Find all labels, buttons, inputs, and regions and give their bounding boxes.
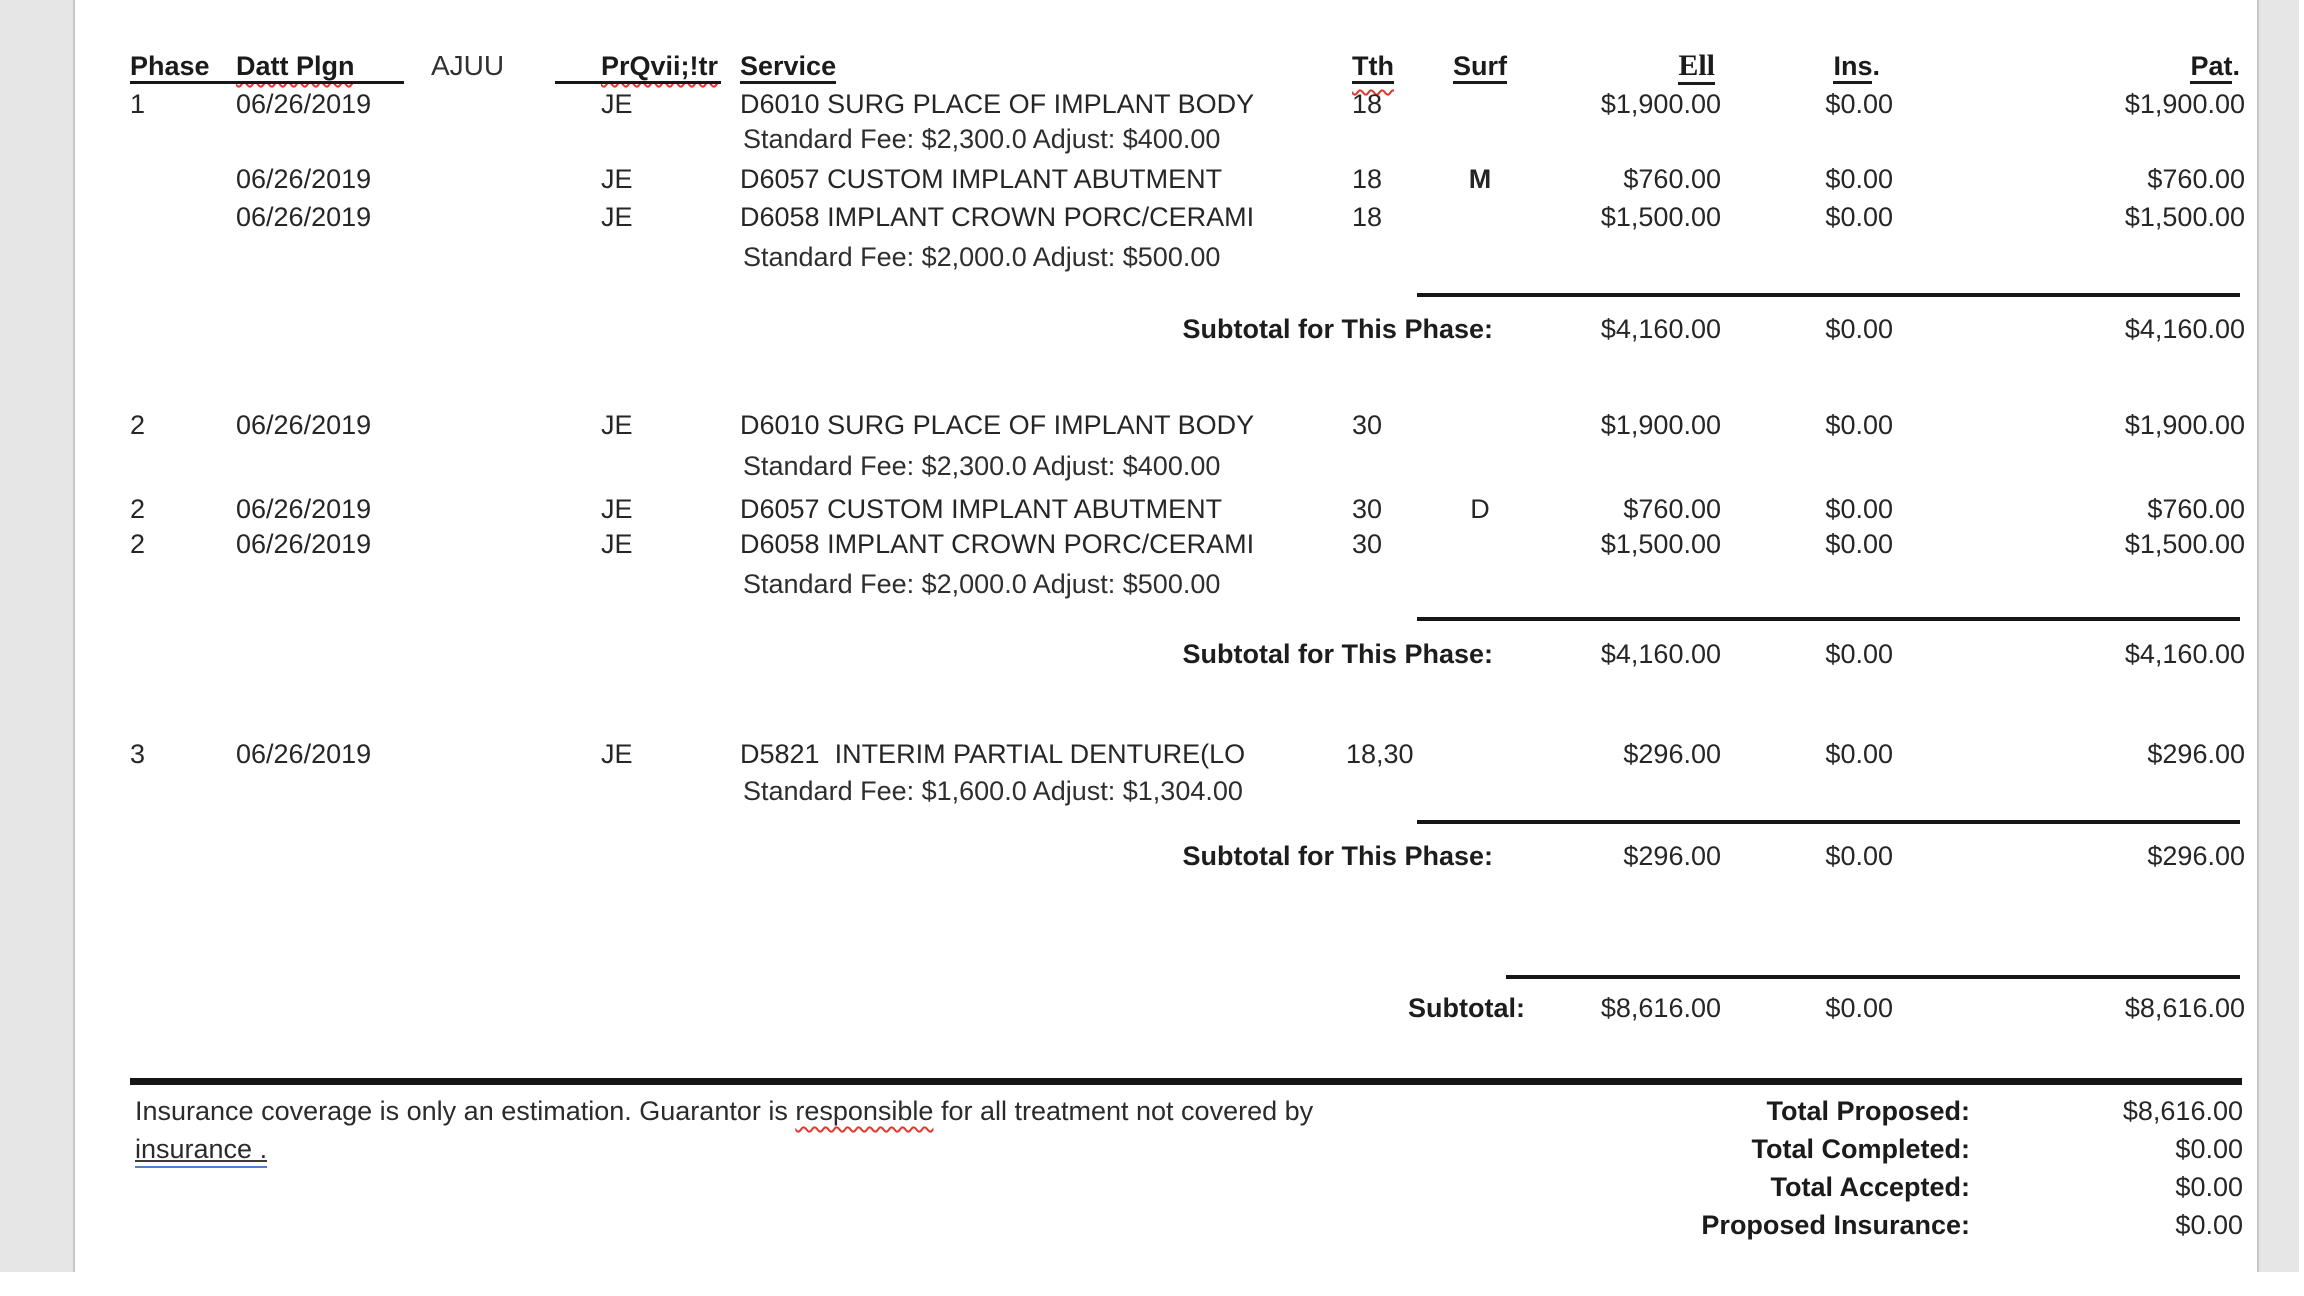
service-row [75, 524, 2247, 564]
cell-provider: JE [601, 739, 633, 769]
phase-subtotal-label: Subtotal for This Phase: [1182, 639, 1493, 669]
phase-subtotal-patient: $4,160.00 [2124, 314, 2245, 344]
cell-insurance: $0.00 [1825, 410, 1893, 440]
standard-fee-row [75, 446, 2247, 486]
cell-surface [1435, 405, 1525, 445]
col-header-provider: PrQvii;!tr [601, 51, 719, 81]
cell-surface: D [1470, 494, 1490, 524]
footer-row [75, 1168, 2245, 1206]
cell-date: 06/26/2019 [236, 739, 372, 769]
cell-tooth: 18 [1352, 202, 1383, 232]
misspelled-word[interactable]: responsible [795, 1096, 934, 1126]
cell-date: 06/26/2019 [236, 202, 372, 232]
phase-subtotal-rule [1417, 293, 2240, 297]
standard-fee-row [75, 771, 2247, 811]
total-proposed-value: $8,616.00 [2122, 1096, 2243, 1126]
cell-surface [1435, 197, 1525, 237]
standard-fee-note: Standard Fee: $1,600.0 Adjust: $1,304.00 [743, 776, 1243, 806]
cell-date: 06/26/2019 [236, 494, 372, 524]
cell-phase: 2 [130, 494, 146, 524]
cell-insurance: $0.00 [1825, 529, 1893, 559]
cell-date: 06/26/2019 [236, 410, 372, 440]
standard-fee-note: Standard Fee: $2,300.0 Adjust: $400.00 [743, 451, 1221, 481]
phase-subtotal-rule [1417, 820, 2240, 824]
phase-subtotal-label: Subtotal for This Phase: [1182, 314, 1493, 344]
cell-provider: JE [601, 529, 633, 559]
col-header-ajuu: AJUU [431, 50, 505, 81]
standard-fee-note: Standard Fee: $2,000.0 Adjust: $500.00 [743, 569, 1221, 599]
phase-subtotal-fee: $4,160.00 [1600, 314, 1721, 344]
cell-ajuu [426, 734, 591, 774]
cell-date: 06/26/2019 [236, 529, 372, 559]
cell-insurance: $0.00 [1825, 494, 1893, 524]
insurance-disclaimer-line2 [135, 1130, 1415, 1168]
cell-patient: $296.00 [2147, 739, 2245, 769]
standard-fee-note: Standard Fee: $2,300.0 Adjust: $400.00 [743, 124, 1221, 154]
cell-fee: $1,900.00 [1600, 410, 1721, 440]
cell-insurance: $0.00 [1825, 89, 1893, 119]
cell-fee: $760.00 [1623, 164, 1721, 194]
cell-date: 06/26/2019 [236, 164, 372, 194]
service-row [75, 84, 2247, 124]
cell-tooth: 18 [1352, 164, 1383, 194]
phase-subtotal-insurance: $0.00 [1825, 639, 1893, 669]
cell-phase: 2 [130, 529, 146, 559]
treatment-plan-document [75, 0, 2257, 1272]
grand-subtotal-insurance: $0.00 [1825, 993, 1893, 1023]
service-row [75, 734, 2247, 774]
phase-subtotal-label: Subtotal for This Phase: [1182, 841, 1493, 871]
col-header-surface: Surf [1435, 46, 1525, 86]
cell-tooth: 30 [1352, 410, 1383, 440]
cell-ajuu [426, 84, 591, 124]
cell-service: D6057 CUSTOM IMPLANT ABUTMENT [740, 494, 1223, 524]
footer-row [75, 1206, 2245, 1244]
col-header-phase: Phase [130, 46, 236, 86]
grand-subtotal-row [75, 988, 2247, 1028]
grand-subtotal-fee: $8,616.00 [1600, 993, 1721, 1023]
service-row [75, 489, 2247, 529]
phase-subtotal-row [75, 309, 2247, 349]
phase-subtotal-fee: $296.00 [1623, 841, 1721, 871]
col-header-insurance: Ins. [1725, 46, 1895, 86]
cell-phase [130, 197, 236, 237]
cell-ajuu [426, 489, 591, 529]
cell-date: 06/26/2019 [236, 89, 372, 119]
cell-phase: 1 [130, 89, 146, 119]
grand-subtotal-patient: $8,616.00 [2124, 993, 2245, 1023]
cell-provider: JE [601, 89, 633, 119]
cell-provider: JE [601, 202, 633, 232]
insurance-disclaimer-line1: Insurance coverage is only an estimation. Guarantor is responsible for all treatment not covered by [135, 1096, 1314, 1126]
cell-service: D6010 SURG PLACE OF IMPLANT BODY [740, 410, 1255, 440]
total-accepted-value: $0.00 [2175, 1172, 2243, 1202]
phase-subtotal-patient: $4,160.00 [2124, 639, 2245, 669]
footer-row [75, 1092, 2245, 1130]
cell-phase [130, 159, 236, 199]
cell-ajuu [426, 524, 591, 564]
col-header-service: Service [740, 46, 1340, 86]
col-header-tooth: Tth [1340, 46, 1435, 86]
phase-subtotal-row [75, 836, 2247, 876]
cell-provider: JE [601, 494, 633, 524]
cell-tooth: 30 [1352, 494, 1383, 524]
cell-tooth: 30 [1352, 529, 1383, 559]
cell-patient: $1,500.00 [2124, 529, 2245, 559]
cell-fee: $296.00 [1623, 739, 1721, 769]
cell-surface [1435, 734, 1525, 774]
cell-tooth: 18 [1352, 89, 1383, 119]
cell-fee: $1,500.00 [1600, 529, 1721, 559]
cell-insurance: $0.00 [1825, 739, 1893, 769]
phase-subtotal-patient: $296.00 [2147, 841, 2245, 871]
proposed-insurance-value: $0.00 [2175, 1210, 2243, 1240]
cell-insurance: $0.00 [1825, 164, 1893, 194]
service-row [75, 197, 2247, 237]
page-left-margin [0, 0, 75, 1272]
cell-phase: 3 [130, 739, 146, 769]
cell-ajuu [426, 405, 591, 445]
cell-fee: $1,500.00 [1600, 202, 1721, 232]
proposed-insurance-label: Proposed Insurance: [1701, 1210, 1970, 1240]
table-header-row [75, 46, 2247, 86]
cell-ajuu [426, 197, 591, 237]
cell-service: D6058 IMPLANT CROWN PORC/CERAMI [740, 529, 1255, 559]
cell-insurance: $0.00 [1825, 202, 1893, 232]
standard-fee-row [75, 564, 2247, 604]
col-header-date-planned: Datt Plgn [236, 51, 355, 81]
cell-patient: $1,900.00 [2124, 410, 2245, 440]
phase-subtotal-rule [1417, 617, 2240, 621]
phase-subtotal-row [75, 634, 2247, 674]
total-proposed-label: Total Proposed: [1766, 1096, 1970, 1126]
phase-subtotal-fee: $4,160.00 [1600, 639, 1721, 669]
phase-subtotal-insurance: $0.00 [1825, 841, 1893, 871]
cell-ajuu [426, 159, 591, 199]
cell-patient: $760.00 [2147, 164, 2245, 194]
cell-service: D6058 IMPLANT CROWN PORC/CERAMI [740, 202, 1255, 232]
cell-provider: JE [601, 164, 633, 194]
cell-surface [1435, 84, 1525, 124]
page-right-margin [2257, 0, 2299, 1272]
standard-fee-row [75, 237, 2247, 277]
cell-phase: 2 [130, 410, 146, 440]
grand-subtotal-label: Subtotal: [1408, 993, 1525, 1023]
cell-surface [1435, 524, 1525, 564]
phase-subtotal-insurance: $0.00 [1825, 314, 1893, 344]
cell-service: D6010 SURG PLACE OF IMPLANT BODY [740, 89, 1255, 119]
cell-surface: M [1468, 164, 1492, 194]
cell-service: D5821 INTERIM PARTIAL DENTURE(LO [740, 739, 1246, 769]
insurance-grammar-link[interactable]: insurance . [135, 1134, 267, 1168]
total-accepted-label: Total Accepted: [1770, 1172, 1970, 1202]
cell-fee: $760.00 [1623, 494, 1721, 524]
footer-divider-rule [130, 1078, 2242, 1085]
service-row [75, 405, 2247, 445]
cell-patient: $760.00 [2147, 494, 2245, 524]
service-row [75, 159, 2247, 199]
cell-patient: $1,900.00 [2124, 89, 2245, 119]
cell-tooth: 18,30 [1346, 739, 1414, 769]
grand-subtotal-rule [1506, 975, 2240, 979]
cell-provider: JE [601, 410, 633, 440]
footer-row [75, 1130, 2245, 1168]
cell-fee: $1,900.00 [1600, 89, 1721, 119]
col-header-patient: Pat. [1895, 46, 2247, 86]
total-completed-label: Total Completed: [1751, 1134, 1970, 1164]
col-header-fee: Ell [1525, 46, 1725, 86]
cell-patient: $1,500.00 [2124, 202, 2245, 232]
total-completed-value: $0.00 [2175, 1134, 2243, 1164]
standard-fee-note: Standard Fee: $2,000.0 Adjust: $500.00 [743, 242, 1221, 272]
standard-fee-row [75, 119, 2247, 159]
cell-service: D6057 CUSTOM IMPLANT ABUTMENT [740, 164, 1223, 194]
